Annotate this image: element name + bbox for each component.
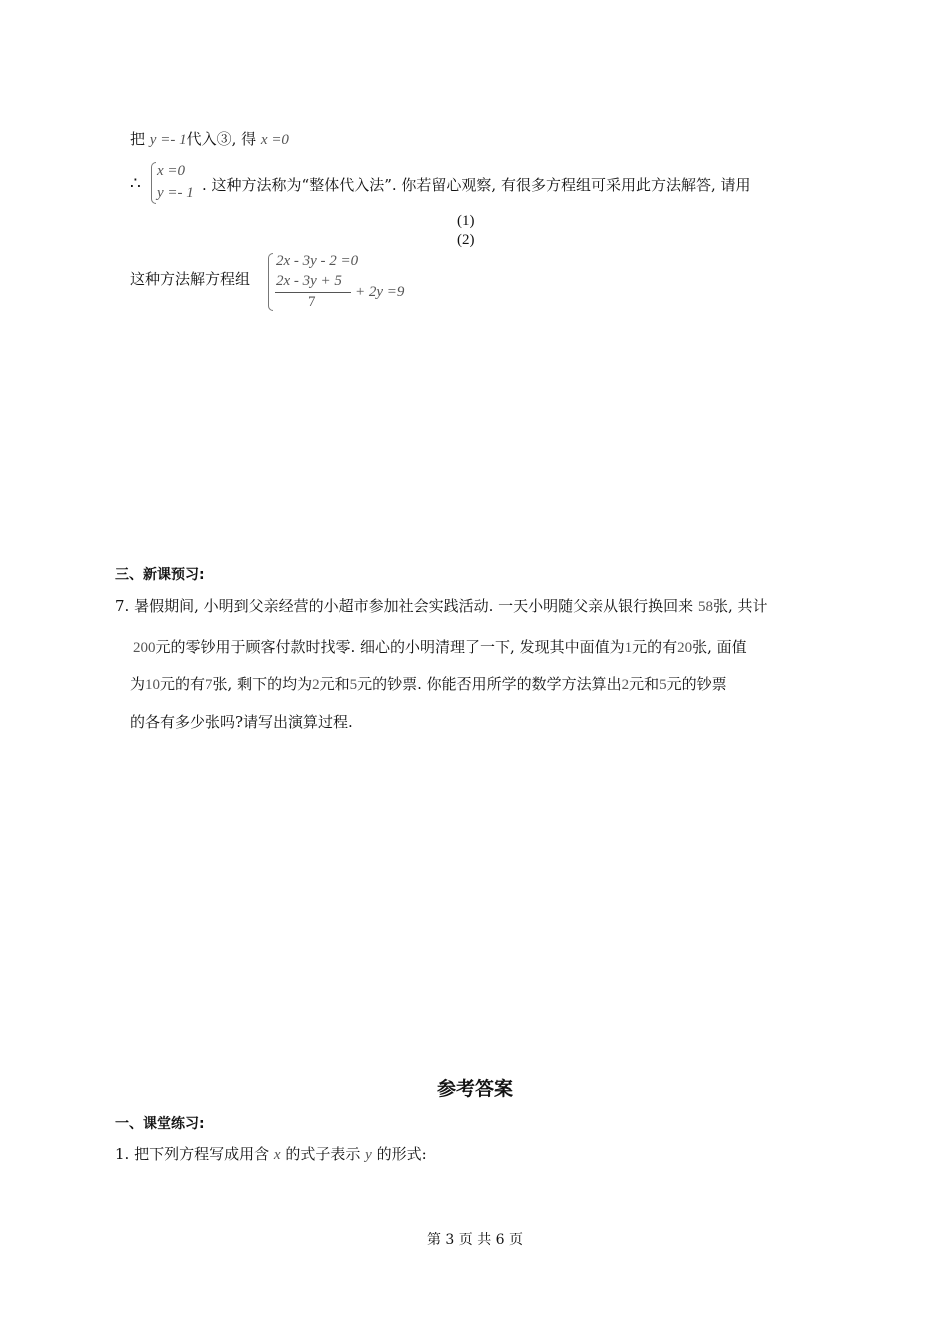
substitution-line [130, 128, 289, 149]
text: 1. 把下列方程写成用含 [115, 1145, 270, 1163]
method-text: . 这种方法称为“整体代入法”. 你若留心观察, 有很多方程组可采用此方法解答, 请用 [202, 176, 751, 194]
therefore-symbol: ∴ [130, 174, 141, 194]
problem-7-line-2 [133, 636, 747, 657]
math-x: x [273, 1147, 281, 1163]
number: 2 [312, 677, 320, 693]
system-y: y =- 1 [157, 185, 194, 201]
equation-label-2: (2) [457, 232, 475, 248]
section-heading-preview: 三、新课预习: [115, 567, 205, 583]
equation-1: 2x - 3y - 2 =0 [276, 253, 359, 269]
number: 5 [349, 677, 358, 693]
problem-7-line-1 [115, 595, 767, 616]
number: 1 [624, 640, 633, 656]
system-x: x =0 [157, 163, 186, 179]
text: 元的零钞用于顾客付款时找零. 细心的小明清理了一下, 发现其中面值为 [155, 638, 625, 656]
equation-2-denominator: 7 [308, 294, 316, 310]
answers-title: 参考答案 [436, 1078, 513, 1100]
number: 10 [145, 677, 161, 693]
question-1 [115, 1143, 427, 1164]
text: 的形式: [376, 1145, 427, 1163]
system-brace-2 [268, 253, 273, 311]
number: 58 [697, 599, 713, 615]
section-heading-practice: 一、课堂练习: [115, 1116, 205, 1132]
problem-7-line-3 [130, 673, 727, 694]
number: 20 [677, 640, 693, 656]
math-y-value: y =- 1 [149, 132, 187, 148]
text: 代入③, 得 [186, 130, 257, 148]
math-y: y [365, 1147, 372, 1163]
equation-label-1: (1) [457, 213, 475, 229]
equation-2-numerator: 2x - 3y + 5 [276, 273, 342, 289]
solve-system-text: 这种方法解方程组 [130, 270, 251, 288]
number: 5 [659, 677, 667, 693]
text: 为 [130, 675, 146, 693]
text: 的式子表示 [285, 1145, 361, 1163]
text: 把 [130, 130, 146, 148]
math-x-value: x =0 [260, 132, 289, 148]
equation-2-rest: + 2y =9 [355, 284, 405, 300]
text: 张, 剩下的均为 [212, 675, 313, 693]
text: 元的有 [632, 638, 678, 656]
number: 200 [133, 640, 156, 656]
text: 张, 面值 [692, 638, 747, 656]
page-footer: 第 3 页 共 6 页 [426, 1232, 524, 1248]
text: 元的钞票. 你能否用所学的数学方法算出 [357, 675, 622, 693]
text: 元的钞票 [666, 675, 727, 693]
text: 元和 [319, 675, 350, 693]
number: 2 [621, 677, 630, 693]
fraction-bar [275, 292, 351, 293]
text: 张, 共计 [712, 597, 768, 615]
text: 元的有 [160, 675, 206, 693]
problem-7-line-4: 的各有多少张吗?请写出演算过程. [130, 713, 353, 731]
text: 7. 暑假期间, 小明到父亲经营的小超市参加社会实践活动. 一天小明随父亲从银行换回来 [115, 597, 694, 615]
number: 7 [205, 677, 213, 693]
system-brace [151, 162, 156, 204]
text: 元和 [629, 675, 660, 693]
